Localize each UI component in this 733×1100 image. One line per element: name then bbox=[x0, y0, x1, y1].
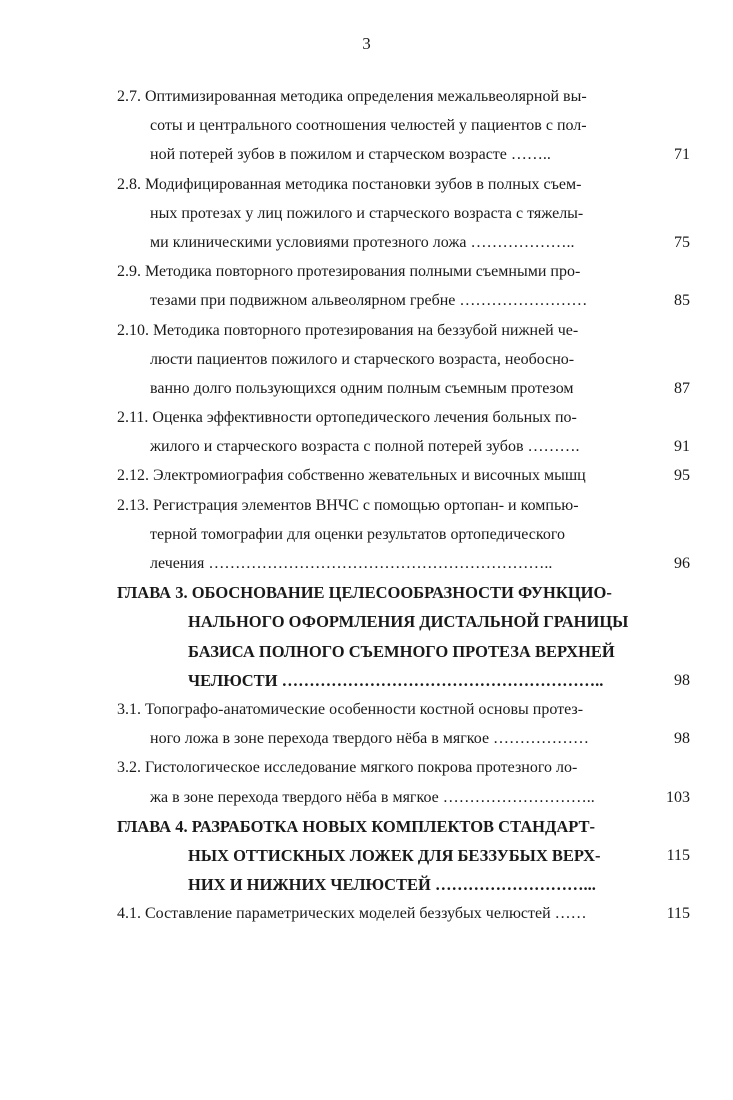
toc-entry-line: 2.12. Электромиография собственно жевательных и височных мышц bbox=[117, 467, 586, 485]
toc-entry-line: НАЛЬНОГО ОФОРМЛЕНИЯ ДИСТАЛЬНОЙ ГРАНИЦЫ bbox=[188, 612, 629, 632]
toc-entry bbox=[0, 403, 733, 461]
toc-entry-line: ГЛАВА 4. РАЗРАБОТКА НОВЫХ КОМПЛЕКТОВ СТАНДАРТ- bbox=[117, 816, 596, 836]
toc-entry-page: 71 bbox=[674, 146, 690, 164]
toc-entry-line: ванно долго пользующихся одним полным съемным протезом bbox=[150, 379, 574, 397]
toc-entry bbox=[0, 316, 733, 404]
toc-entry-line: 3.1. Топографо-анатомические особенности костной основы протез- bbox=[117, 700, 584, 718]
toc-entry-line: жа в зоне перехода твердого нёба в мягкое ……………………….. bbox=[150, 788, 595, 806]
toc-entry-line: ных протезах у лиц пожилого и старческого возраста с тяжелы- bbox=[150, 204, 584, 222]
toc-entry bbox=[0, 461, 733, 490]
toc-entry-line: тезами при подвижном альвеолярном гребне …………………… bbox=[150, 292, 588, 310]
toc-entry-page: 87 bbox=[674, 379, 690, 397]
toc-entry-page: 91 bbox=[674, 438, 690, 456]
toc-entry-line: 2.13. Регистрация элементов ВНЧС с помощью ортопан- и компью- bbox=[117, 496, 579, 514]
page-number: 3 bbox=[362, 34, 371, 53]
toc-entry-line: люсти пациентов пожилого и старческого возраста, необосно- bbox=[150, 350, 575, 368]
toc-entry bbox=[0, 753, 733, 811]
toc-chapter-entry bbox=[0, 578, 733, 695]
toc-entry-line: 2.11. Оценка эффективности ортопедического лечения больных по- bbox=[117, 409, 577, 427]
toc-entry-page: 85 bbox=[674, 292, 690, 310]
toc-entry bbox=[0, 491, 733, 579]
toc-entry-line: НЫХ ОТТИСКНЫХ ЛОЖЕК ДЛЯ БЕЗЗУБЫХ ВЕРХ- bbox=[188, 845, 601, 865]
toc-entry-line: БАЗИСА ПОЛНОГО СЪЕМНОГО ПРОТЕЗА ВЕРХНЕЙ bbox=[188, 641, 615, 661]
toc-entry-line: ного ложа в зоне перехода твердого нёба в мягкое ……………… bbox=[150, 730, 590, 748]
toc-entry-page: 96 bbox=[674, 555, 690, 573]
toc-entry-line: 2.8. Модифицированная методика постановки зубов в полных съем- bbox=[117, 175, 582, 193]
toc-entry bbox=[0, 170, 733, 258]
toc-entry-page: 103 bbox=[666, 788, 690, 806]
toc-chapter-entry bbox=[0, 812, 733, 900]
toc-entry bbox=[0, 695, 733, 753]
toc-entry-line: 3.2. Гистологическое исследование мягкого покрова протезного ло- bbox=[117, 759, 578, 777]
toc-entry-page: 95 bbox=[674, 467, 690, 485]
toc-entry-line: ной потерей зубов в пожилом и старческом возрасте …….. bbox=[150, 146, 551, 164]
toc-entry-line: 2.10. Методика повторного протезирования на беззубой нижней че- bbox=[117, 321, 579, 339]
toc-entry-page: 115 bbox=[666, 905, 690, 923]
toc-entry-page: 98 bbox=[674, 730, 690, 748]
toc-entry bbox=[0, 257, 733, 315]
toc-entry-line: соты и центрального соотношения челюстей у пациентов с пол- bbox=[150, 117, 587, 135]
toc-entry-line: ГЛАВА 3. ОБОСНОВАНИЕ ЦЕЛЕСООБРАЗНОСТИ ФУНКЦИО- bbox=[117, 583, 612, 603]
table-of-contents bbox=[0, 82, 733, 928]
toc-entry-line: 2.7. Оптимизированная методика определения межальвеолярной вы- bbox=[117, 88, 587, 105]
toc-entry-line: лечения ……………………………………………………….. bbox=[150, 555, 553, 572]
toc-entry-page: 115 bbox=[666, 846, 690, 864]
toc-entry-line: ми клиническими условиями протезного ложа ……………….. bbox=[150, 233, 575, 251]
toc-entry-page: 98 bbox=[674, 671, 690, 689]
toc-entry-line: терной томографии для оценки результатов ортопедического bbox=[150, 525, 565, 543]
toc-entry bbox=[0, 899, 733, 928]
toc-entry-line: 2.9. Методика повторного протезирования полными съемными про- bbox=[117, 263, 581, 281]
toc-entry-line: ЧЕЛЮСТИ ………………………………………………….. bbox=[188, 670, 604, 690]
toc-entry-line: жилого и старческого возраста с полной потерей зубов ………. bbox=[150, 438, 580, 456]
toc-entry-line: НИХ И НИЖНИХ ЧЕЛЮСТЕЙ ………………………... bbox=[188, 875, 596, 895]
toc-entry-page: 75 bbox=[674, 233, 690, 251]
toc-entry-line: 4.1. Составление параметрических моделей беззубых челюстей …… bbox=[117, 905, 587, 923]
toc-entry bbox=[0, 82, 733, 170]
